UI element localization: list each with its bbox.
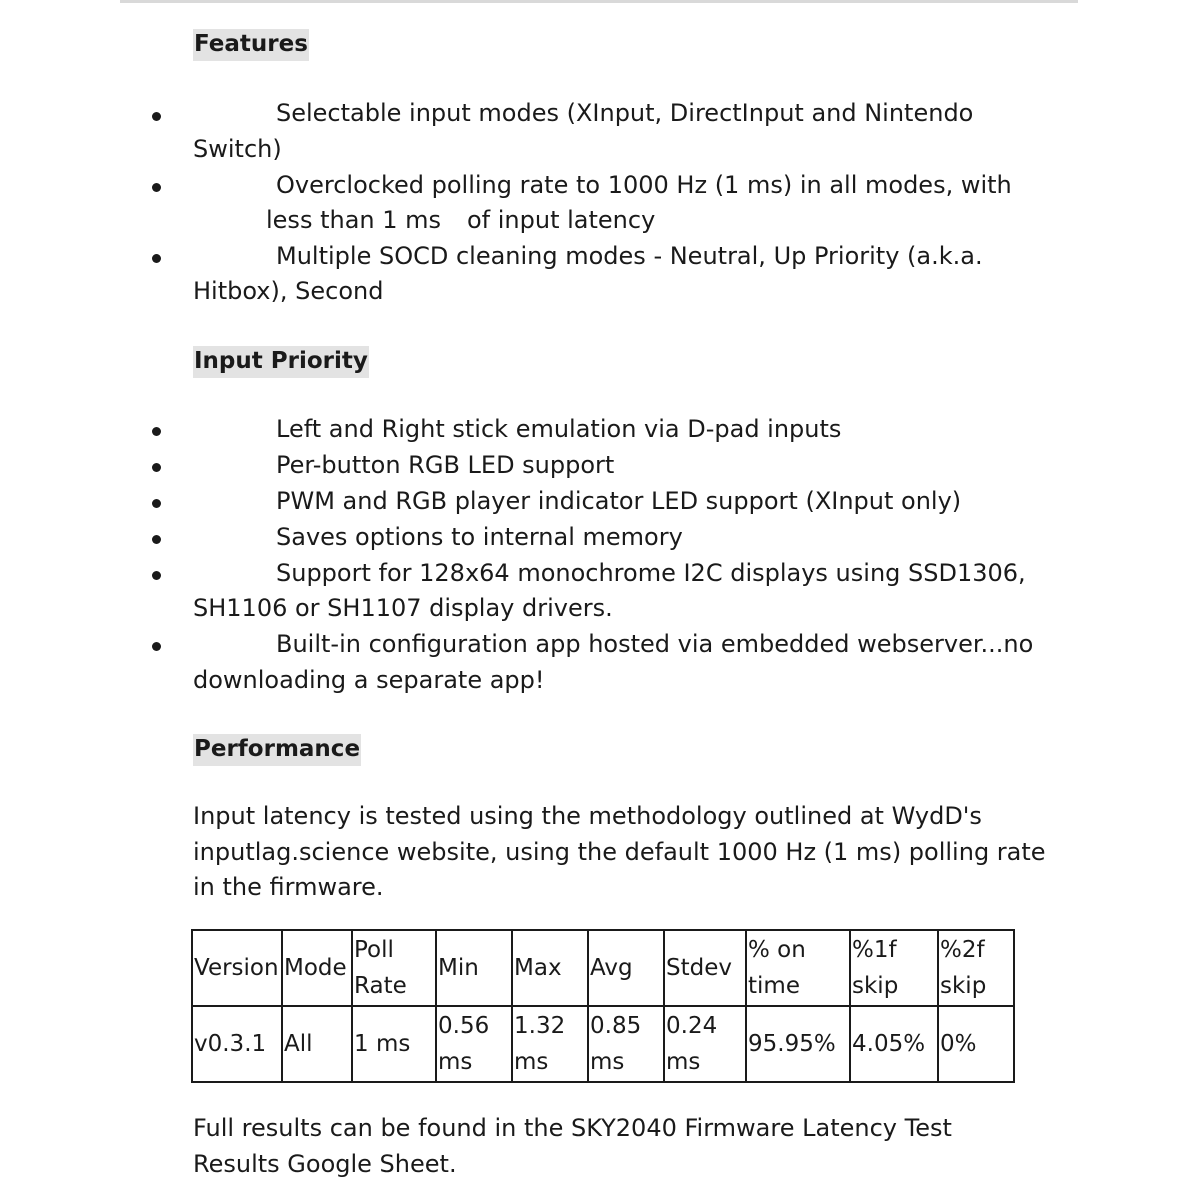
priority-item-3: PWM and RGB player indicator LED support (XInput only) xyxy=(276,487,962,515)
feature-item-2-line1: Overclocked polling rate to 1000 Hz (1 ms) in all modes, with xyxy=(276,171,1012,199)
table-cell: 1 ms xyxy=(352,1006,436,1082)
feature-item-2-line2a: less than 1 ms xyxy=(266,206,442,234)
table-header-row xyxy=(192,930,1014,1006)
bullet-icon xyxy=(152,112,161,121)
features-heading: Features xyxy=(193,29,309,61)
priority-item-6-line2: downloading a separate app! xyxy=(193,666,545,694)
bullet-icon xyxy=(152,535,161,544)
performance-heading: Performance xyxy=(193,734,361,766)
table-header-cell: %1f skip xyxy=(850,930,938,1006)
priority-item-5-line1: Support for 128x64 monochrome I2C displays using SSD1306, xyxy=(276,559,1026,587)
table-header-cell: Max xyxy=(512,930,588,1006)
table-header-cell: Stdev xyxy=(664,930,746,1006)
bullet-icon xyxy=(152,642,161,651)
latency-table xyxy=(191,929,1015,1083)
bullet-icon xyxy=(152,499,161,508)
performance-intro-line2: inputlag.science website, using the default 1000 Hz (1 ms) polling rate xyxy=(193,838,1046,866)
table-cell: 0.85 ms xyxy=(588,1006,664,1082)
table-cell: All xyxy=(282,1006,352,1082)
table-cell: 4.05% xyxy=(850,1006,938,1082)
priority-item-2: Per-button RGB LED support xyxy=(276,451,615,479)
table-cell: 1.32 ms xyxy=(512,1006,588,1082)
table-cell: v0.3.1 xyxy=(192,1006,282,1082)
table-header-cell: % on time xyxy=(746,930,850,1006)
feature-item-1-line1: Selectable input modes (XInput, DirectInput and Nintendo xyxy=(276,99,974,127)
top-divider xyxy=(120,0,1078,3)
table-header-cell: Mode xyxy=(282,930,352,1006)
table-row xyxy=(192,1006,1014,1082)
table-cell: 0.24 ms xyxy=(664,1006,746,1082)
performance-outro-line2: Results Google Sheet. xyxy=(193,1150,457,1178)
bullet-icon xyxy=(152,183,161,192)
bullet-icon xyxy=(152,427,161,436)
table-cell: 95.95% xyxy=(746,1006,850,1082)
table-cell: 0% xyxy=(938,1006,1014,1082)
table-header-cell: Poll Rate xyxy=(352,930,436,1006)
table-header-cell: %2f skip xyxy=(938,930,1014,1006)
priority-item-1: Left and Right stick emulation via D-pad inputs xyxy=(276,415,842,443)
performance-intro-line1: Input latency is tested using the methodology outlined at WydD's xyxy=(193,802,982,830)
feature-item-2-line2b: of input latency xyxy=(467,206,656,234)
table-header-cell: Min xyxy=(436,930,512,1006)
feature-item-3-line2: Hitbox), Second xyxy=(193,277,384,305)
bullet-icon xyxy=(152,571,161,580)
priority-item-4: Saves options to internal memory xyxy=(276,523,683,551)
bullet-icon xyxy=(152,254,161,263)
table-cell: 0.56 ms xyxy=(436,1006,512,1082)
bullet-icon xyxy=(152,463,161,472)
priority-item-5-line2: SH1106 or SH1107 display drivers. xyxy=(193,594,613,622)
table-header-cell: Avg xyxy=(588,930,664,1006)
feature-item-1-line2: Switch) xyxy=(193,135,282,163)
performance-intro-line3: in the firmware. xyxy=(193,873,384,901)
performance-outro-line1: Full results can be found in the SKY2040 Firmware Latency Test xyxy=(193,1114,952,1142)
table-header-cell: Version xyxy=(192,930,282,1006)
feature-item-3-line1: Multiple SOCD cleaning modes - Neutral, Up Priority (a.k.a. xyxy=(276,242,983,270)
priority-item-6-line1: Built-in configuration app hosted via embedded webserver...no xyxy=(276,630,1034,658)
input-priority-heading: Input Priority xyxy=(193,346,369,378)
